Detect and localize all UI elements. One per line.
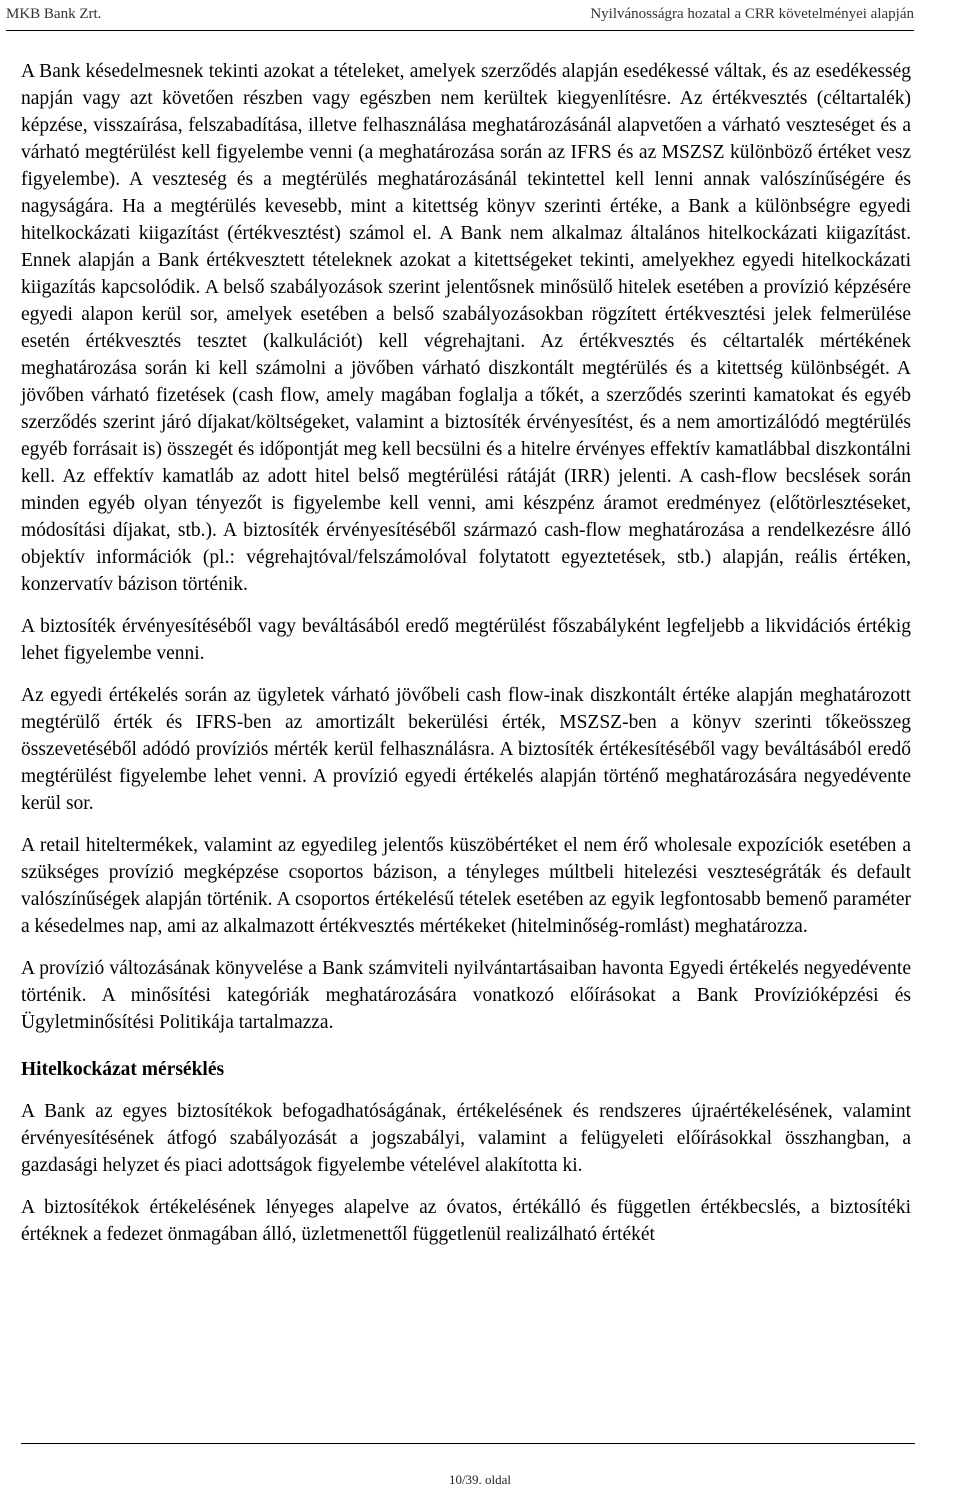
paragraph-individual-assessment: Az egyedi értékelés során az ügyletek várható jövőbeli cash flow-inak diszkontált értéke alapján meghatározott megtérülő érték és IFRS-ben az amortizált bekerülési érték, MSZSZ-ben a könyv szerinti tőkeösszeg összevetéséből adódó províziós mérték kerül felhasználásra. A biztosíték értékesítéséből vagy beváltásából eredő megtérülést figyelembe lehet venni. A provízió egyedi értékelés alapján történő meghatározására negyedévente kerül sor. [21,685,911,814]
page-header [6,4,914,31]
footer-divider [21,1443,915,1444]
paragraph-collateral-valuation: A biztosítékok értékelésének lényeges alapelve az óvatos, értékálló és független értékbecslés, a biztosítéki értéknek a fedezet önmagában álló, üzletmenettől függetlenül realizálható értékét [21,1197,911,1245]
header-bank-name: MKB Bank Zrt. [6,6,102,22]
section-heading: Hitelkockázat mérséklés [21,1059,225,1080]
paragraph-impairment-definition: A Bank késedelmesnek tekinti azokat a tételeket, amelyek szerződés alapján esedékessé váltak, és az esedékesség napján vagy azt követően részben vagy egészben nem kerültek kiegyenlítésre. Az értékvesztés (céltartalék) képzése, visszaírása, felszabadítása, illetve felhasználása meghatározásánál alapvetően a várható veszteséget és a várható megtérülést kell figyelembe venni (a meghatározása során az IFRS és az MSZSZ különböző értéket vesz figyelembe). A veszteség és a megtérülés meghatározásánál tekintettel kell lenni annak valószínűségére és nagyságára. Ha a megtérülés kevesebb, mint a kitettség könyv szerinti értéke, a Bank a különbségre egyedi hitelkockázati kiigazítást (értékvesztést) számol el. A Bank nem alkalmaz általános hitelkockázati kiigazítást. Ennek alapján a Bank értékvesztett tételeknek azokat a kitettségeket tekinti, amelyekhez egyedi hitelkockázati kiigazítás kapcsolódik. A belső szabályozások szerint jelentősnek minősülő hitelek esetében a provízió képzésére egyedi alapon kerül sor, amelyek esetében a belső szabályozásokban rögzített értékvesztési jelek felmerülése esetén értékvesztés tesztet (kalkulációt) kell végrehajtani. Az értékvesztés és céltartalék mértékének meghatározása során ki kell számolni a jövőben várható diszkontált megtérülés és a kitettség különbségét. A jövőben várható fizetések (cash flow, amely magában foglalja a tőkét, a szerződés szerinti kamatokat és egyéb szerződés szerint járó díjakat/költségeket, valamint a biztosíték érvényesítést, és a nem amortizálódó megtérülés egyéb forrásait is) összegét és időpontját meg kell becsülni és a hitelre érvényes effektív kamatlábbal diszkontálni kell. Az effektív kamatláb az adott hitel belső megtérülési rátáját (IRR) jelenti. A cash-flow becslések során minden egyéb olyan tényezőt is figyelembe kell venni, ami készpénz áramot eredményez (előtörlesztéseket, módosítási díjakat, stb.). A biztosíték érvényesítéséből származó cash-flow meghatározása a rendelkezésre álló objektív információk (pl.: végrehajtóval/felszámolóval folytatott egyeztetések, stb.) alapján, reális értéken, konzervatív bázison történik. [21,61,911,595]
page-number: 10/39. oldal [448,1472,512,1487]
header-document-title: Nyilvánosságra hozatal a CRR követelményei alapján [590,6,914,22]
paragraph-provision-booking: A provízió változásának könyvelése a Bank számviteli nyilvántartásaiban havonta Egyedi értékelés negyedévente történik. A minősítési kategóriák meghatározására vonatkozó előírásokat a Bank Provízióképzési és Ügyletminősítési Politikája tartalmazza. [21,958,911,1033]
paragraph-collateral-regulation: A Bank az egyes biztosítékok befogadhatóságának, értékelésének és rendszeres újraértékelésének, valamint érvényesítésének átfogó szabályozását a jogszabályi, valamint a felügyeleti előírásokkal összhangban, a gazdasági helyzet és piaci adottságok figyelembe vételével alakította ki. [21,1101,911,1176]
paragraph-collective-assessment: A retail hiteltermékek, valamint az egyedileg jelentős küszöbértéket el nem érő wholesale expozíciók esetében a szükséges provízió megképzése csoportos bázison, a tényleges múltbeli hitelezési veszteségráták és default valószínűségek alapján történik. A csoportos értékelésű tételek esetében az egyik legfontosabb bemenő paraméter a késedelmes nap, ami az alkalmazott értékvesztés mértékeket (hitelminőség-romlást) meghatározza. [21,835,911,937]
document-body [21,58,911,1263]
paragraph-collateral-recovery: A biztosíték érvényesítéséből vagy beváltásából eredő megtérülést főszabályként legfeljebb a likvidációs értékig lehet figyelembe venni. [21,616,911,664]
